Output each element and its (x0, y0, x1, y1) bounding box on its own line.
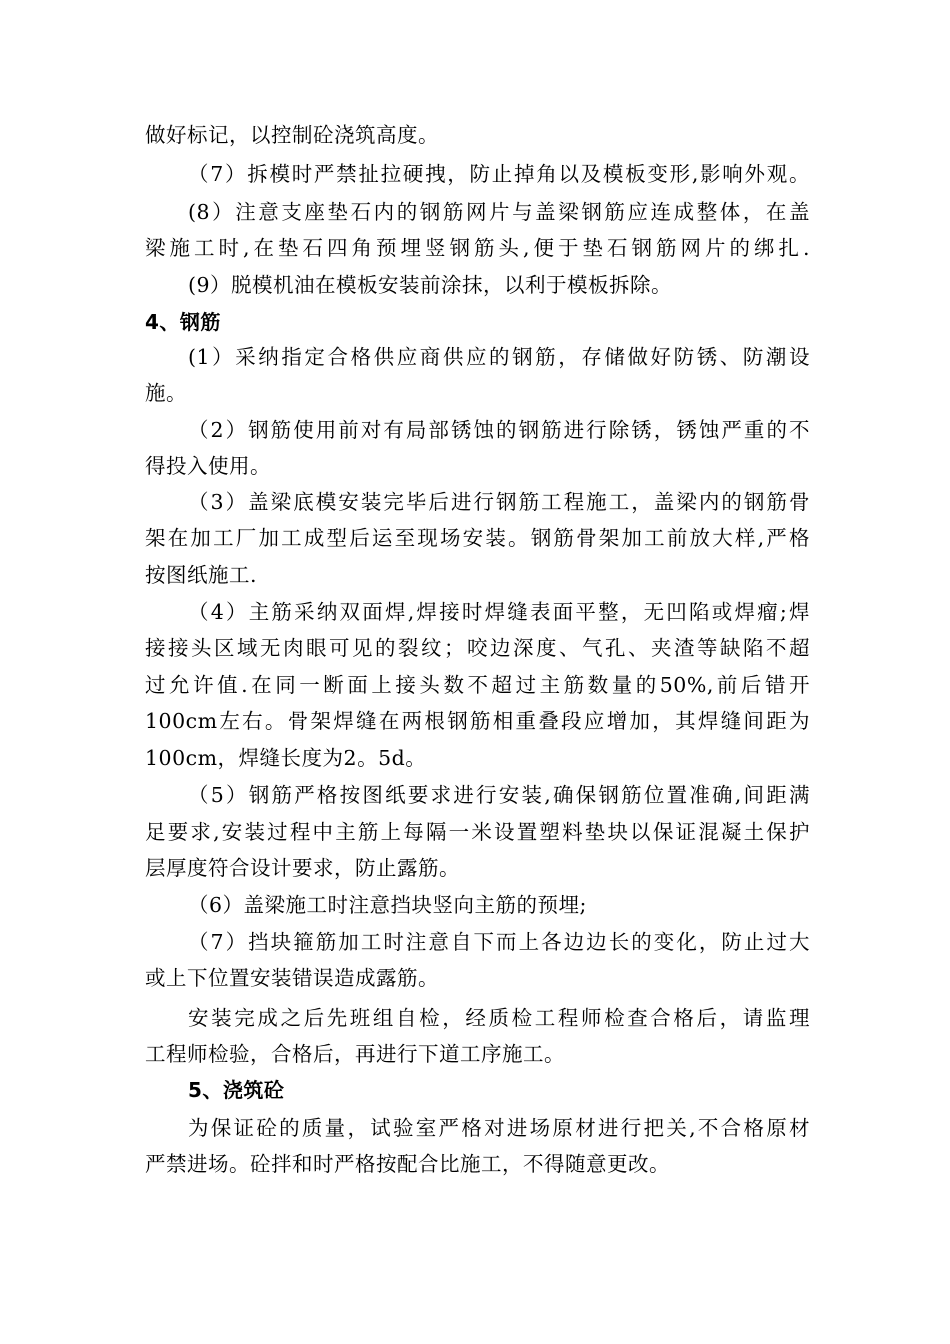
text-line: (1）采纳指定合格供应商供应的钢筋，存储做好防锈、防潮设 (188, 345, 810, 369)
text-line: （6）盖梁施工时注意挡块竖向主筋的预埋; (188, 893, 587, 917)
text-line: 100cm，焊缝长度为2。5d。 (145, 746, 427, 770)
text-line: （2）钢筋使用前对有局部锈蚀的钢筋进行除锈，锈蚀严重的不 (188, 418, 810, 442)
text-line: （5）钢筋严格按图纸要求进行安装,确保钢筋位置准确,间距满 (188, 783, 810, 807)
section-heading: 5、浇筑砼 (188, 1078, 285, 1102)
text-line: (8）注意支座垫石内的钢筋网片与盖梁钢筋应连成整体，在盖 (188, 200, 810, 224)
text-line: 接接头区域无肉眼可见的裂纹；咬边深度、气孔、夹渣等缺陷不超 (145, 636, 810, 660)
text-line: 或上下位置安装错误造成露筋。 (145, 966, 439, 990)
text-line: 为保证砼的质量，试验室严格对进场原材进行把关,不合格原材 (188, 1116, 810, 1140)
text-line: 100cm左右。骨架焊缝在两根钢筋相重叠段应增加，其焊缝间距为 (145, 709, 810, 733)
text-line: 得投入使用。 (145, 454, 271, 478)
text-line: 工程师检验，合格后，再进行下道工序施工。 (145, 1042, 565, 1066)
text-line: 严禁进场。砼拌和时严格按配合比施工，不得随意更改。 (145, 1152, 670, 1176)
text-line: （7）挡块箍筋加工时注意自下而上各边边长的变化，防止过大 (188, 930, 810, 954)
text-line: 层厚度符合设计要求，防止露筋。 (145, 856, 460, 880)
text-line: 做好标记，以控制砼浇筑高度。 (145, 123, 439, 147)
text-line: （4）主筋采纳双面焊,焊接时焊缝表面平整，无凹陷或焊瘤;焊 (188, 600, 810, 624)
section-heading: 4、钢筋 (145, 310, 221, 334)
text-line: （3）盖梁底模安装完毕后进行钢筋工程施工，盖梁内的钢筋骨 (188, 490, 810, 514)
text-line: 架在加工厂加工成型后运至现场安装。钢筋骨架加工前放大样,严格 (145, 526, 810, 550)
text-line: 安装完成之后先班组自检，经质检工程师检查合格后，请监理 (188, 1006, 810, 1030)
text-line: （7）拆模时严禁扯拉硬拽，防止掉角以及模板变形,影响外观。 (188, 162, 810, 186)
text-line: 足要求,安装过程中主筋上每隔一米设置塑料垫块以保证混凝土保护 (145, 820, 810, 844)
text-line: 过允许值.在同一断面上接头数不超过主筋数量的50%,前后错开 (145, 673, 810, 697)
text-line: (9）脱模机油在模板安装前涂抹，以利于模板拆除。 (188, 273, 673, 297)
text-line: 梁施工时,在垫石四角预埋竖钢筋头,便于垫石钢筋网片的绑扎. (145, 236, 810, 260)
text-line: 按图纸施工. (145, 563, 258, 587)
text-line: 施。 (145, 381, 187, 405)
